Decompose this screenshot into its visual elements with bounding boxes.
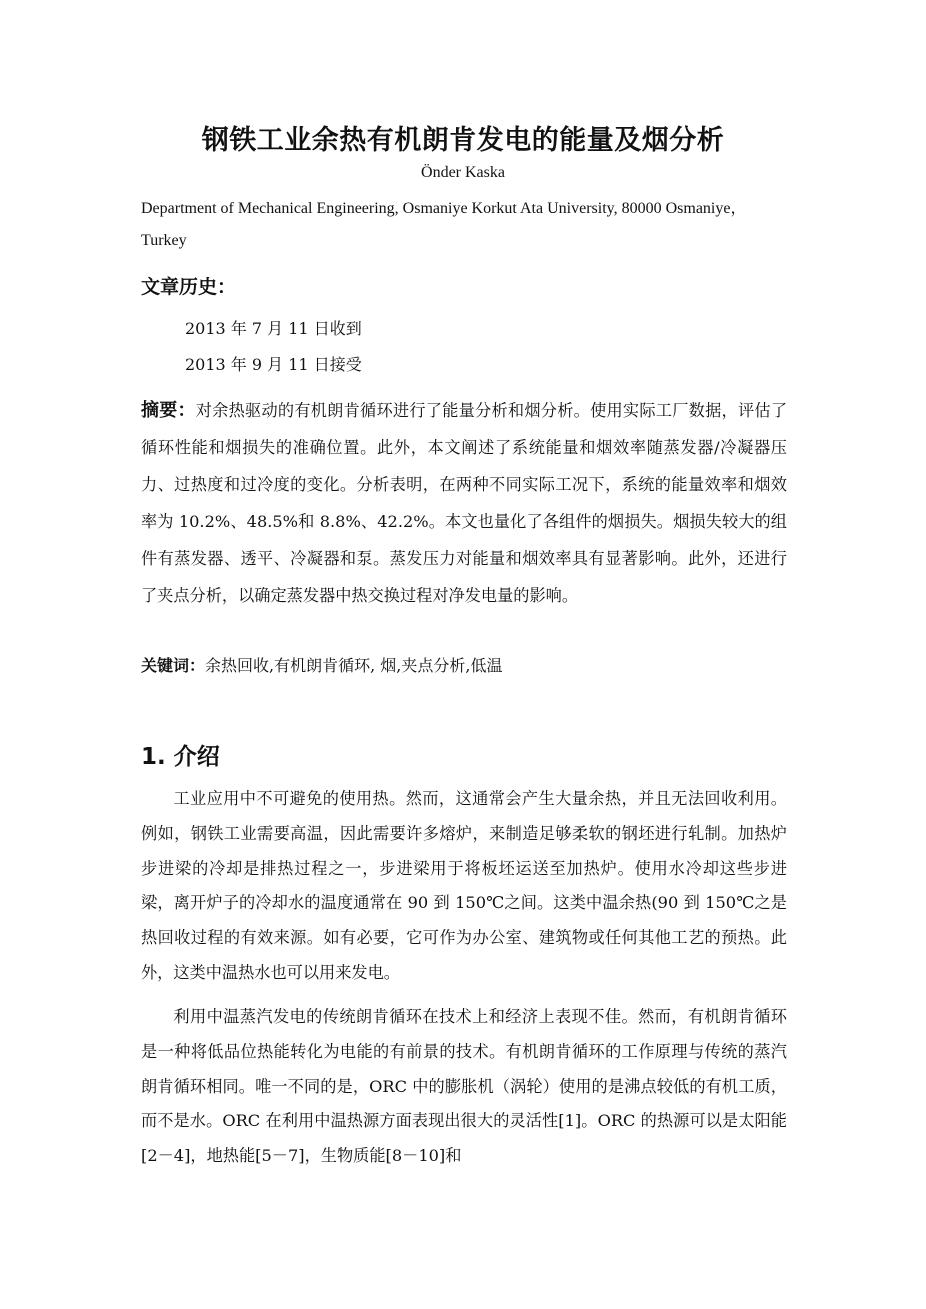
- history-heading: 文章历史：: [141, 276, 237, 298]
- history-accepted: 2013 年 9 月 11 日接受: [185, 355, 362, 374]
- keywords-text: 余热回收,有机朗肯循环, 烟,夹点分析,低温: [205, 656, 503, 675]
- keywords: [141, 653, 502, 676]
- abstract: [141, 392, 787, 614]
- affiliation-line-2: Turkey: [141, 232, 187, 249]
- intro-paragraph-1: 工业应用中不可避免的使用热。然而，这通常会产生大量余热，并且无法回收利用。例如，钢铁工业需要高温，因此需要许多熔炉，来制造足够柔软的钢坯进行轧制。加热炉步进梁的冷却是排热过程之一，步进梁用于将板坯运送至加热炉。使用水冷却这些步进梁，离开炉子的冷却水的温度通常在 90 到 150℃之间。这类中温余热(90 到 150℃之是热回收过程的有效来源。如有必要，它可作为办公室、建筑物或任何其他工艺的预热。此外，这类中温热水也可以用来发电。: [141, 789, 787, 982]
- section-heading-introduction: 1. 介绍: [141, 744, 220, 770]
- abstract-label: 摘要：: [141, 400, 196, 421]
- intro-paragraph-2: 利用中温蒸汽发电的传统朗肯循环在技术上和经济上表现不佳。然而，有机朗肯循环是一种将低品位热能转化为电能的有前景的技术。有机朗肯循环的工作原理与传统的蒸汽朗肯循环相同。唯一不同的是，ORC 中的膨胀机（涡轮）使用的是沸点较低的有机工质，而不是水。ORC 在利用中温热源方面表现出很大的灵活性[1]。ORC 的热源可以是太阳能[2－4]，地热能[5－7]，生物质能[8－10]和: [141, 1007, 787, 1166]
- abstract-text: 对余热驱动的有机朗肯循环进行了能量分析和烟分析。使用实际工厂数据，评估了循环性能和烟损失的准确位置。此外，本文阐述了系统能量和烟效率随蒸发器/冷凝器压力、过热度和过冷度的变化。分析表明，在两种不同实际工况下，系统的能量效率和烟效率为 10.2%、48.5%和 8.8%、42.2%。本文也量化了各组件的烟损失。烟损失较大的组件有蒸发器、透平、冷凝器和泵。蒸发压力对能量和烟效率具有显著影响。此外，还进行了夹点分析，以确定蒸发器中热交换过程对净发电量的影响。: [141, 401, 788, 605]
- paper-title: 钢铁工业余热有机朗肯发电的能量及烟分析: [201, 125, 725, 156]
- affiliation-line-1: Department of Mechanical Engineering, Osmaniye Korkut Ata University, 80000 Osmaniye，: [141, 200, 747, 217]
- keywords-label: 关键词：: [141, 656, 206, 675]
- author-name: Önder Kaska: [421, 164, 505, 181]
- history-received: 2013 年 7 月 11 日收到: [185, 319, 362, 338]
